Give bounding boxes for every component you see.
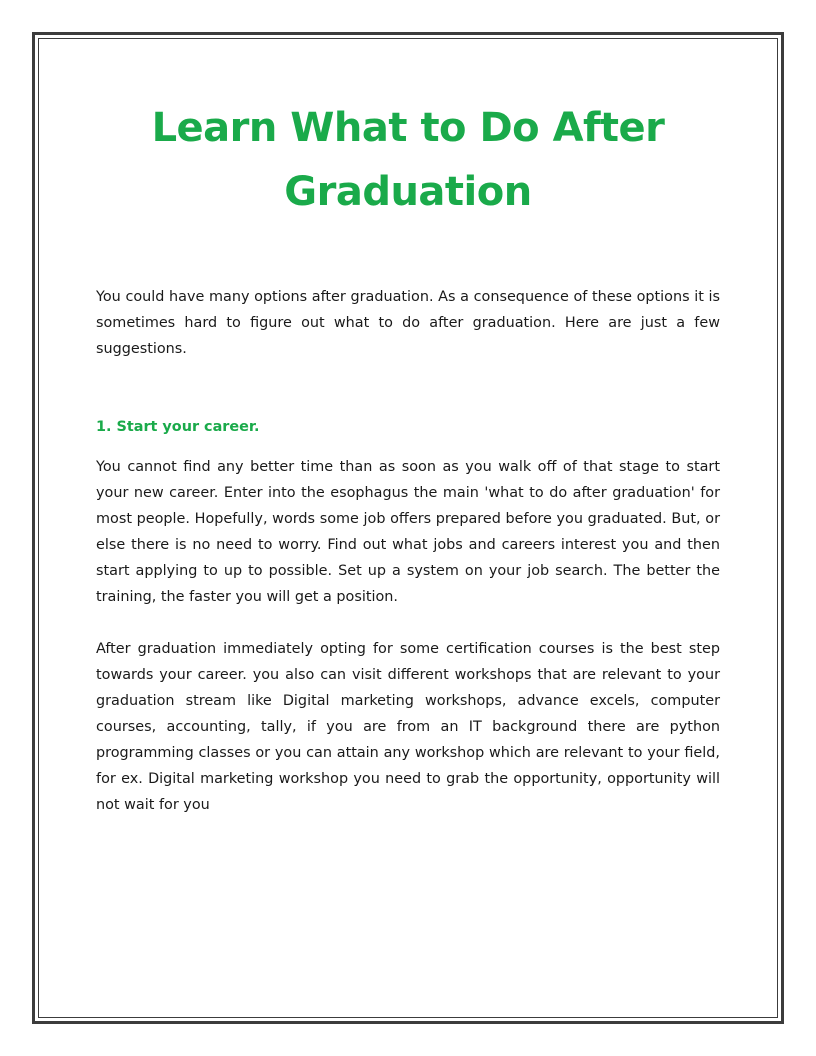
- document-title: Learn What to Do After Graduation: [151, 105, 665, 215]
- section-heading-start-career: 1. Start your career.: [96, 419, 260, 435]
- section-paragraph: You cannot find any better time than as soon as you walk off of that stage to start your new career. Enter into the esophagus the main 'what to do after graduation' for most people. Hopefully, words some job offers prepared before you graduated. But, or else there is no need to worry. Find out what jobs and careers interest you and then start applying to up to possible. Set up a system on your job search. The better the training, the faster you will get a position.: [96, 459, 720, 605]
- document-body: [96, 96, 720, 818]
- intro-paragraph: You could have many options after graduation. As a consequence of these options it is sometimes hard to figure out what to do after graduation. Here are just a few suggestions.: [96, 289, 720, 357]
- section-paragraph: After graduation immediately opting for some certification courses is the best step towards your career. you also can visit different workshops that are relevant to your graduation stream like Digital marketing workshops, advance excels, computer courses, accounting, tally, if you are from an IT background there are python programming classes or you can attain any workshop which are relevant to your field, for ex. Digital marketing workshop you need to grab the opportunity, opportunity will not wait for you: [96, 641, 720, 813]
